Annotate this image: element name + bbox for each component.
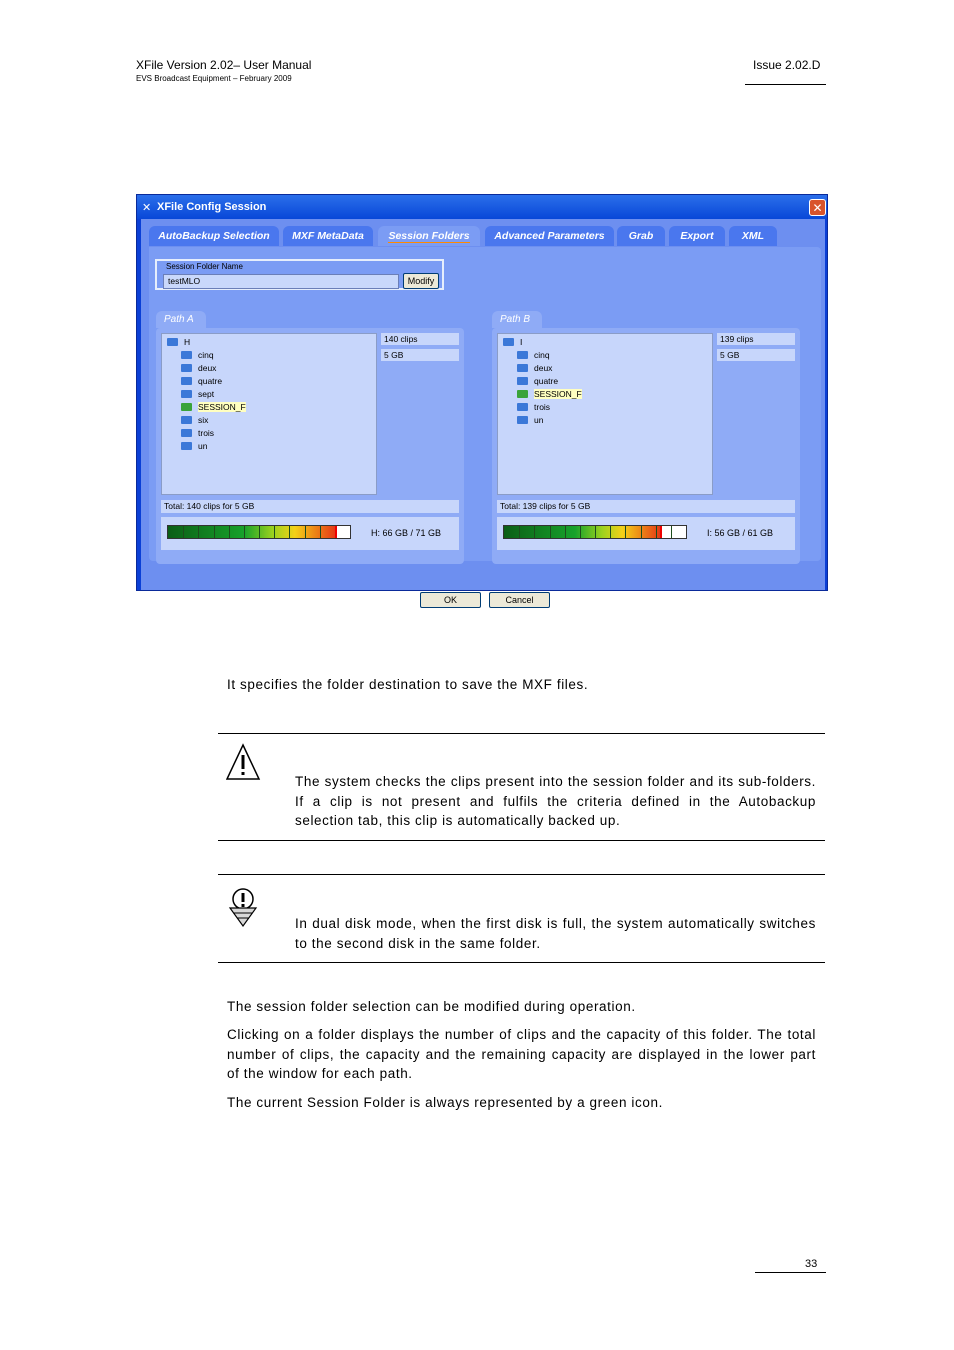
session-folder-input[interactable]: testMLO: [163, 274, 399, 289]
green-folder-icon: [181, 403, 192, 411]
path-a-panel: [156, 328, 464, 564]
config-session-dialog: [136, 194, 828, 605]
folder-icon: [181, 351, 192, 359]
dialog-title: XFile Config Session: [157, 201, 267, 213]
tree-folder[interactable]: [181, 362, 216, 374]
note-rule: [218, 874, 825, 875]
gauge-tick: [610, 525, 611, 539]
folder-icon: [517, 364, 528, 372]
path-b-tree[interactable]: [497, 333, 713, 495]
tree-root[interactable]: [503, 336, 522, 348]
folder-icon: [517, 416, 528, 424]
paragraph-1: The session folder selection can be modified during operation.: [227, 999, 636, 1014]
gauge-tick: [198, 525, 199, 539]
path-b-tab[interactable]: Path B: [492, 311, 542, 328]
tree-folder-label: sept: [198, 389, 215, 399]
tree-folder[interactable]: [181, 349, 214, 361]
gauge-tick: [625, 525, 626, 539]
tree-folder-label: deux: [198, 363, 217, 373]
tree-folder-label: deux: [534, 363, 553, 373]
intro-paragraph: It specifies the folder destination to save the MXF files.: [227, 677, 589, 692]
tree-folder-label: trois: [198, 428, 215, 438]
folder-icon: [517, 351, 528, 359]
info-pin-icon: [226, 886, 260, 928]
tree-folder[interactable]: [181, 414, 208, 426]
path-a-size: 5 GB: [381, 349, 459, 361]
gauge-tick: [519, 525, 520, 539]
app-icon: ✕: [142, 202, 152, 214]
gauge-tick: [289, 525, 290, 539]
folder-icon: [181, 442, 192, 450]
paragraph-3: The current Session Folder is always represented by a green icon.: [227, 1095, 663, 1110]
document-title: XFile Version 2.02– User Manual: [136, 58, 312, 72]
tree-folder[interactable]: [517, 401, 550, 413]
gauge-tick: [244, 525, 245, 539]
folder-icon: [181, 364, 192, 372]
path-a-total: Total: 140 clips for 5 GB: [161, 500, 459, 513]
gauge-level-marker: [660, 525, 662, 539]
close-button[interactable]: ✕: [809, 199, 826, 216]
folder-icon: [181, 429, 192, 437]
tree-root-label: I: [520, 337, 523, 347]
gauge-tick: [550, 525, 551, 539]
tree-folder-session[interactable]: [181, 401, 246, 413]
footer-rule: [755, 1272, 826, 1273]
gauge-tick: [656, 525, 657, 539]
folder-icon: [181, 416, 192, 424]
tree-folder[interactable]: [181, 375, 222, 387]
tab-xml[interactable]: XML: [729, 226, 777, 246]
tree-folder-session[interactable]: [517, 388, 582, 400]
page-number: 33: [805, 1258, 818, 1270]
path-a-tab[interactable]: Path A: [156, 311, 206, 328]
capacity-gauge-fill: [168, 526, 337, 538]
folder-icon: [181, 390, 192, 398]
ok-button[interactable]: OK: [420, 592, 481, 608]
tree-root[interactable]: [167, 336, 190, 348]
issue-label: Issue 2.02.D: [753, 58, 821, 72]
note-rule: [218, 733, 825, 734]
path-b-total: Total: 139 clips for 5 GB: [497, 500, 795, 513]
gauge-tick: [259, 525, 260, 539]
cancel-button[interactable]: Cancel: [489, 592, 550, 608]
folder-icon: [517, 377, 528, 385]
gauge-tick: [320, 525, 321, 539]
folder-icon: [181, 377, 192, 385]
capacity-gauge-fill: [504, 526, 662, 538]
path-b-panel: [492, 328, 800, 564]
path-a-capacity: [161, 517, 459, 550]
green-folder-icon: [517, 390, 528, 398]
capacity-gauge: [167, 525, 351, 539]
tab-export[interactable]: Export: [669, 226, 725, 246]
header-rule: [745, 84, 826, 85]
tree-folder[interactable]: [517, 349, 550, 361]
gauge-tick: [595, 525, 596, 539]
tab-mxf-metadata[interactable]: MXF MetaData: [283, 226, 373, 246]
path-b-clips: 139 clips: [717, 333, 795, 345]
path-b-capacity: [497, 517, 795, 550]
tab-session-folders[interactable]: [378, 226, 480, 246]
capacity-gauge: [503, 525, 687, 539]
gauge-tick: [565, 525, 566, 539]
note-rule: [218, 840, 825, 841]
path-a-tree[interactable]: [161, 333, 377, 495]
gauge-tick: [305, 525, 306, 539]
tree-folder-label: quatre: [198, 376, 223, 386]
path-b-size: 5 GB: [717, 349, 795, 361]
warning-icon: [226, 742, 262, 782]
document-subtitle: EVS Broadcast Equipment – February 2009: [136, 74, 292, 83]
tree-folder[interactable]: [517, 375, 558, 387]
capacity-text: H: 66 GB / 71 GB: [371, 528, 442, 538]
tree-folder-label: SESSION_F: [198, 402, 246, 412]
tab-advanced-parameters[interactable]: Advanced Parameters: [485, 226, 614, 246]
gauge-tick: [229, 525, 230, 539]
tree-folder-label: cinq: [534, 350, 550, 360]
drive-icon: [167, 338, 178, 346]
tab-autobackup-selection[interactable]: AutoBackup Selection: [149, 226, 279, 246]
tab-session-folders-label: Session Folders: [388, 230, 470, 242]
gauge-tick: [534, 525, 535, 539]
tree-folder-label: un: [534, 415, 544, 425]
tree-folder[interactable]: [181, 388, 214, 400]
gauge-tick: [274, 525, 275, 539]
dialog-body: [141, 219, 825, 605]
paragraph-2: Clicking on a folder displays the number of clips and the capacity of this folder. The total number of clips, the capacity and the remaining capacity are displayed in the lower part of the window for each path.: [227, 1027, 816, 1081]
tree-folder-label: six: [198, 415, 209, 425]
drive-icon: [503, 338, 514, 346]
gauge-tick: [671, 525, 672, 539]
tree-folder-label: trois: [534, 402, 551, 412]
warning-note: The system checks the clips present into the session folder and its sub-folders. If a clip is not present and fulfils the criteria defined in the Autobackup selection tab, this clip is automatically backed up.: [295, 774, 816, 828]
note-rule: [218, 962, 825, 963]
tree-root-label: H: [184, 337, 191, 347]
tree-folder-label: cinq: [198, 350, 214, 360]
dialog-titlebar: [137, 195, 827, 219]
tree-folder-label: quatre: [534, 376, 559, 386]
tab-grab[interactable]: Grab: [617, 226, 665, 246]
info-note: In dual disk mode, when the first disk is full, the system automatically switches to the second disk in the same folder.: [295, 916, 816, 951]
tree-folder[interactable]: [517, 362, 552, 374]
gauge-tick: [641, 525, 642, 539]
gauge-tick: [183, 525, 184, 539]
modify-button[interactable]: Modify: [403, 273, 439, 289]
tree-folder-label: SESSION_F: [534, 389, 582, 399]
session-folder-group-label: Session Folder Name: [166, 262, 243, 271]
tree-folder[interactable]: [181, 440, 207, 452]
folder-icon: [517, 403, 528, 411]
tree-folder[interactable]: [517, 414, 543, 426]
gauge-level-marker: [335, 525, 337, 539]
gauge-tick: [214, 525, 215, 539]
capacity-text: I: 56 GB / 61 GB: [707, 528, 774, 538]
gauge-tick: [580, 525, 581, 539]
path-a-clips: 140 clips: [381, 333, 459, 345]
tree-folder[interactable]: [181, 427, 214, 439]
tree-folder-label: un: [198, 441, 208, 451]
